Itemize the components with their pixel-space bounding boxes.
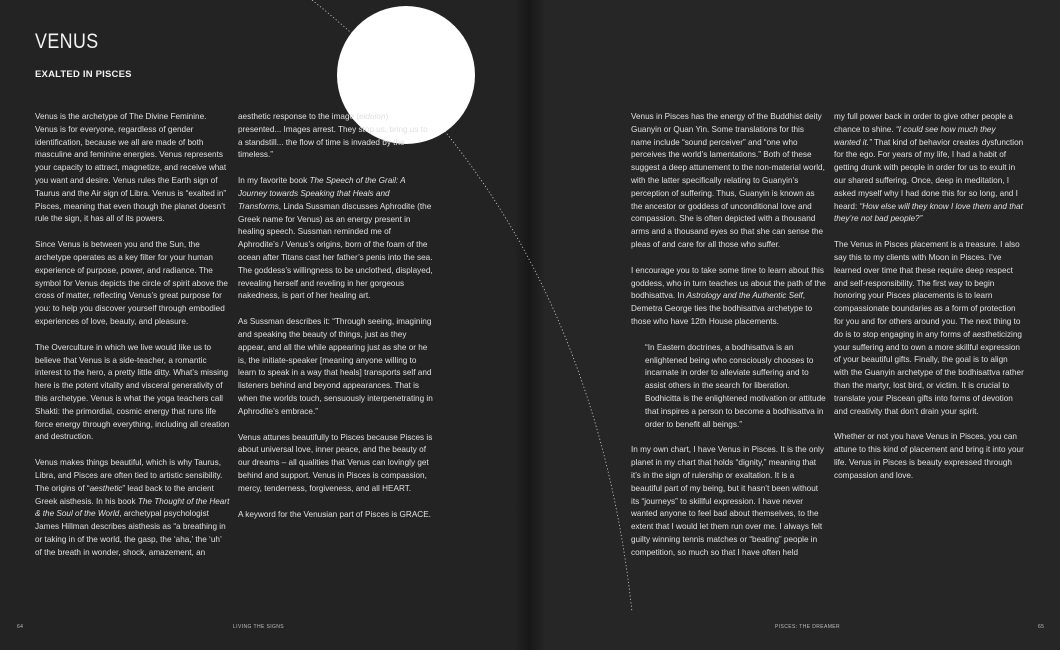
section-subtitle: EXALTED IN PISCES xyxy=(35,69,132,80)
paragraph: Venus attunes beautifully to Pisces because Pisces is about universal love, inner peace, and the beauty of our dreams – all qualities that Venus can lovingly get behind and support. Venus in Pisces is compassion, mercy, tenderness, forgiveness, and all HEART. xyxy=(238,432,433,493)
paragraph: The Overculture in which we live would like us to believe that Venus is a side-teacher, a romantic interest to the hero, a pretty little ditty. What’s missing here is the potent vitality and visceral generativity of this archetype. Venus is what the yoga teachers call Shakti: the primordial, cosmic energy that runs life force energy through everything, including all creation and destruction. xyxy=(35,342,230,442)
italic-quote: “How else will they know I love them and that they’re not bad people?” xyxy=(834,201,1023,224)
text-run: I encourage you to take some time to learn about this goddess, who in turn teaches us about the path of the bodhisattva. In xyxy=(631,265,826,301)
paragraph xyxy=(834,111,1024,226)
book-title: The Speech of the Grail: A Journey towards Speaking that Heals and Transforms xyxy=(238,176,406,211)
page-number-right: 65 xyxy=(1038,624,1045,630)
text-run: aesthetic response to the image ( xyxy=(238,112,360,121)
text-column-4 xyxy=(834,111,1024,496)
paragraph: In my own chart, I have Venus in Pisces. It is the only planet in my chart that holds “dignity,” meaning that it’s in the sign of rulership or exaltation. It is a beautiful part of my being, but it hasn’t been without its “journeys” to skillful expression. I have never wanted anyone to feel bad about themselves, to the extent that I would let them run over me. I always felt guilty winning tennis matches or “beating” people in competition, so much so that I have often held xyxy=(631,445,824,557)
italic-term: aesthetic xyxy=(89,483,123,493)
paragraph: Venus is the archetype of The Divine Feminine. Venus is for everyone, regardless of gender identification, because we all are made of both masculine and feminine energies. Venus represents your capacity to attract, magnetize, and receive what you want and desire. Venus rules the Earth sign of Taurus and the Air sign of Libra. Venus is “exalted in” Pisces, meaning that even though the planet doesn’t rule the sign, it has all of its powers. xyxy=(35,112,227,224)
paragraph: The Venus in Pisces placement is a treasure. I also say this to my clients with Moon in Pisces. I’ve learned over time that these require deep respect and self-responsibility. The first way to begin honoring your Pisces placements is to learn compassionate boundaries as a form of protection for you and for others around you. The next thing to do is to stop engaging in any forms of aestheticizing your suffering and to own a more skillful expression of your beautiful gifts. Finally, the goal is to align with the Guanyin archetype of the bodhisattva rather than the martyr, lost bird, or victim. It is crucial to translate your Piscean gifts into forms of devotion and creativity that don’t drain your spirit. xyxy=(834,240,1024,416)
text-column-1 xyxy=(35,111,230,560)
italic-quote: “I could see how much they wanted it.” xyxy=(834,124,996,147)
paragraph: Since Venus is between you and the Sun, the archetype operates as a key filter for your human experience of purpose, power, and radiance. The symbol for Venus depicts the circle of spirit above the cross of matter, reflecting Venus’s great purpose for you: to help you discover yourself through embodied experiences of love, beauty, and pleasure. xyxy=(35,240,228,326)
italic-term: eidolon xyxy=(359,112,386,121)
text-run: That kind of behavior creates dysfunction for the ego. For years of my life, I had a habit of getting drunk with people in order for us to exult in our shared suffering. Once, deep in meditation, I asked myself why I had done this for so long, and I heard: xyxy=(834,137,1024,211)
paragraph: A keyword for the Venusian part of Pisces is GRACE. xyxy=(238,509,431,519)
text-column-2 xyxy=(238,111,433,534)
paragraph xyxy=(238,111,433,162)
paragraph xyxy=(35,457,230,559)
text-run: Venus makes things beautiful, which is why Taurus, Libra, and Pisces are often tied to artistic sensibility. The origins of “ xyxy=(35,458,223,493)
running-footer-left: LIVING THE SIGNS xyxy=(233,624,285,630)
book-title: Astrology and the Authentic Self xyxy=(686,291,803,301)
text-run: my full power back in order to give other people a chance to shine. xyxy=(834,112,1013,134)
paragraph xyxy=(238,175,433,303)
text-run: ” lead back to the ancient Greek aisthesis. In his book xyxy=(35,483,214,506)
page-number-left: 64 xyxy=(17,624,24,630)
block-quote: “In Eastern doctrines, a bodhisattva is an enlightened being who consciously chooses to incarnate in order to alleviate suffering and to assist others in the search for liberation. Bodhicitta is the enlightened motivation or attitude that inspires a person to become a bodhisattva in order to benefit all beings.” xyxy=(645,342,826,429)
book-title: The Thought of the Heart & the Soul of the World xyxy=(35,496,230,519)
text-run: , Demetra George ties the bodhisattva archetype to those who have 12th House placements. xyxy=(631,291,813,326)
text-column-3 xyxy=(631,111,826,560)
paragraph: As Sussman describes it: “Through seeing, imagining and speaking the beauty of things, just as they appear, and all the while appearing just as she or he is, the initiate-speaker [meaning anyone willing to learn to speak in a way that heals] transports self and listeners behind and beyond appearances. That is when the worlds touch, sensuously interpenetrating in Aphrodite’s embrace.” xyxy=(238,317,433,416)
text-run: ) presented... Images arrest. They stop us, bring us to a standstill... the flow of time is invaded by the timeless.” xyxy=(238,112,428,160)
paragraph xyxy=(631,265,826,329)
text-run: , archetypal psychologist James Hillman describes aisthesis as “a breathing in or taking in of the world, the gasp, the ‘aha,’ the ‘uh’ of the breath in wonder, shock, amazement, an xyxy=(35,509,226,557)
text-run: In my favorite book xyxy=(238,176,310,186)
paragraph: Whether or not you have Venus in Pisces, you can attune to this kind of placement and bring it into your life. Venus in Pisces is beauty expressed through compassion and love. xyxy=(834,432,1024,480)
paragraph: Venus in Pisces has the energy of the Buddhist deity Guanyin or Quan Yin. Some translations for this name include “sound perceiver” and “one who perceives the world’s lamentations.” Both of these suggest a deep attunement to the non-material world, with the latter specifically relating to Guanyin’s perception of suffering. Thus, Guanyin is known as the ancestor or goddess of unconditional love and compassion. She is often depicted with a thousand arms and a thousand eyes so that she can sense the pleas of and care for all those who suffer. xyxy=(631,112,825,249)
running-footer-right: PISCES: THE DREAMER xyxy=(775,624,841,630)
text-run: , Linda Sussman discusses Aphrodite (the Greek name for Venus) as an energy present in healing speech. Sussman reminded me of Aphrodite’s / Venus’s origins, born of the foam of the ocean after Titans cast her father’s penis into the sea. The goddess’s willingness to be unclothed, displayed, revealing herself and reveling in her gorgeous nakedness, is part of her healing art. xyxy=(238,201,433,301)
page-title: VENUS xyxy=(35,30,99,53)
